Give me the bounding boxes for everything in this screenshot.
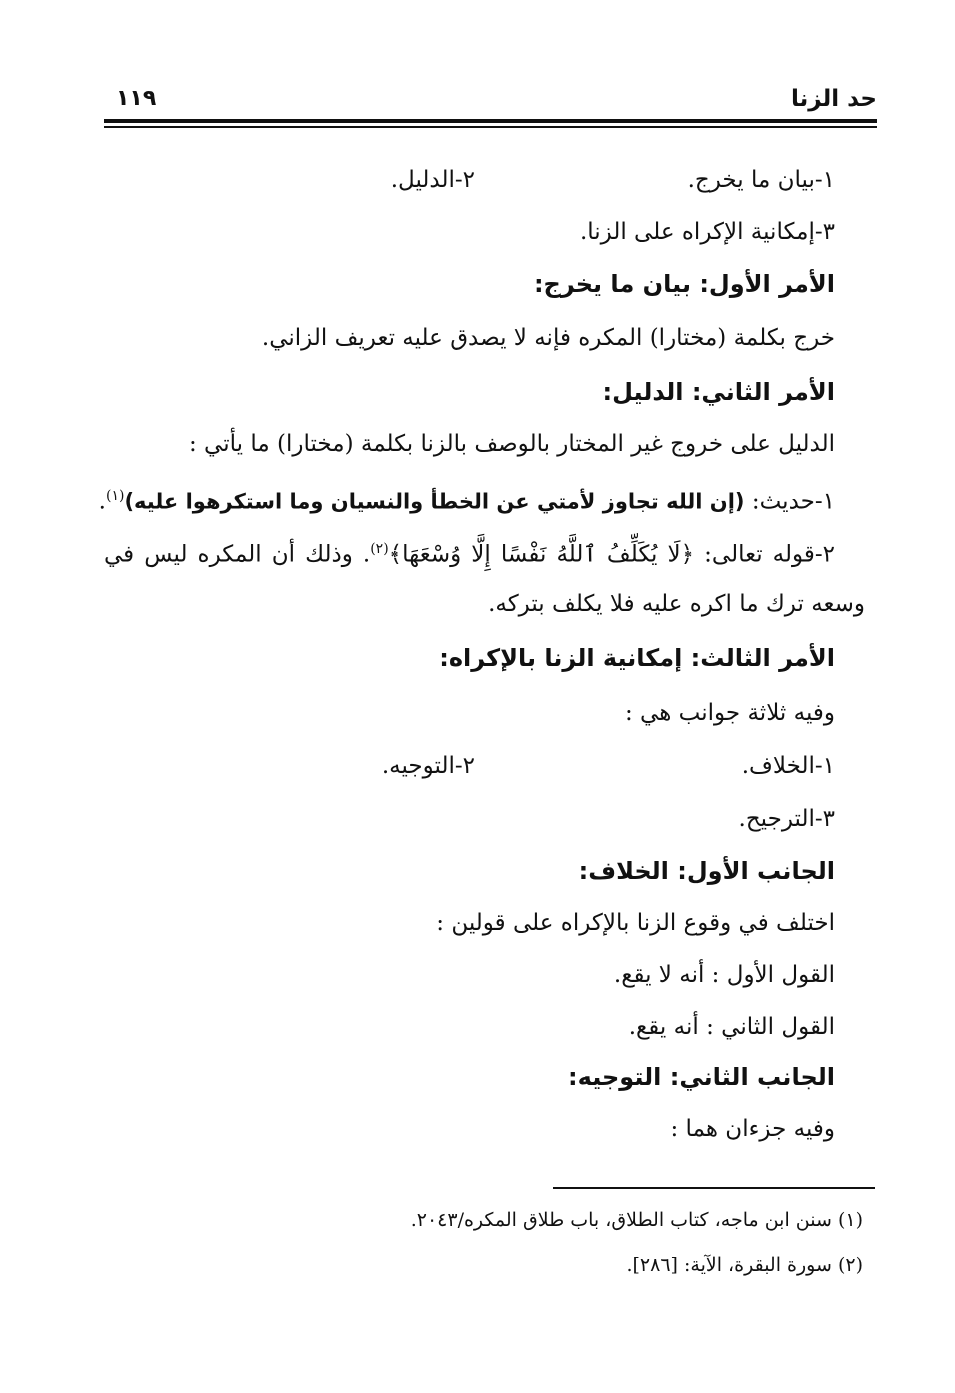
paragraph: الدليل على خروج غير المختار بالوصف بالزنا بكلمة (مختارا) ما يأتي : <box>189 431 835 457</box>
section-heading-1: الأمر الأول: بيان ما يخرج: <box>533 270 835 298</box>
hadith-line: ١-حديث: (إن الله تجاوز لأمتي عن الخطأ والنسيان وما استكرهوا عليه)$^{(١)}$. <box>98 488 835 515</box>
paragraph: القول الثاني : أنه يقع. <box>628 1014 835 1040</box>
list-item-3: ٣-الترجيح. <box>738 806 835 832</box>
header-rule-thick <box>104 119 877 123</box>
section-heading-2: الأمر الثاني: الدليل: <box>602 378 835 406</box>
list-item-1: ١-الخلاف. <box>741 753 835 779</box>
header-rule-thin <box>104 126 877 128</box>
footnote-2: (٢) سورة البقرة، الآية: [٢٨٦]. <box>626 1254 863 1276</box>
list-item-2: ٢-الدليل. <box>390 167 475 193</box>
list-item-1: ١-بيان ما يخرج. <box>687 167 835 193</box>
footnote-1: (١) سنن ابن ماجه، كتاب الطلاق، باب طلاق المكره/٢٠٤٣. <box>410 1209 863 1231</box>
list-item-2: ٢-التوجيه. <box>381 753 475 779</box>
subsection-heading-1: الجانب الأول: الخلاف: <box>578 857 835 885</box>
running-header <box>104 82 877 118</box>
hadith-prefix: ١-حديث: <box>744 488 835 515</box>
paragraph: خرج بكلمة (مختارا) المكره فإنه لا يصدق عليه تعريف الزاني. <box>261 325 835 351</box>
paragraph: وفيه ثلاثة جوانب هي : <box>625 700 835 726</box>
paragraph: القول الأول : أنه لا يقع. <box>613 962 835 988</box>
paragraph: اختلف في وقوع الزنا بالإكراه على قولين : <box>436 910 835 936</box>
footnote-ref-1: (١) <box>105 488 125 504</box>
paragraph: وفيه جزءان هما : <box>670 1116 835 1142</box>
list-item-3: ٣-إمكانية الإكراه على الزنا. <box>579 219 835 245</box>
page-number: ١١٩ <box>116 86 157 111</box>
verse-line <box>104 533 835 571</box>
verse-continuation: . وذلك أن المكره ليس في <box>104 541 371 568</box>
footnote-ref-2: (٢) <box>370 541 389 557</box>
section-heading-3: الأمر الثالث: إمكانية الزنا بالإكراه: <box>439 644 835 672</box>
paragraph: وسعه ترك ما اكره عليه فلا يكلف بتركه. <box>488 591 865 617</box>
chapter-title: حد الزنا <box>791 86 877 112</box>
verse-text: ٢-قوله تعالى: ﴿لَا يُكَلِّفُ ٱللَّهُ نَفْسًا إِلَّا وُسْعَهَا﴾ <box>388 541 835 568</box>
footnote-rule <box>553 1187 875 1189</box>
subsection-heading-2: الجانب الثاني: التوجيه: <box>568 1063 835 1091</box>
hadith-text: (إن الله تجاوز لأمتي عن الخطأ والنسيان وما استكرهوا عليه) <box>124 489 745 514</box>
